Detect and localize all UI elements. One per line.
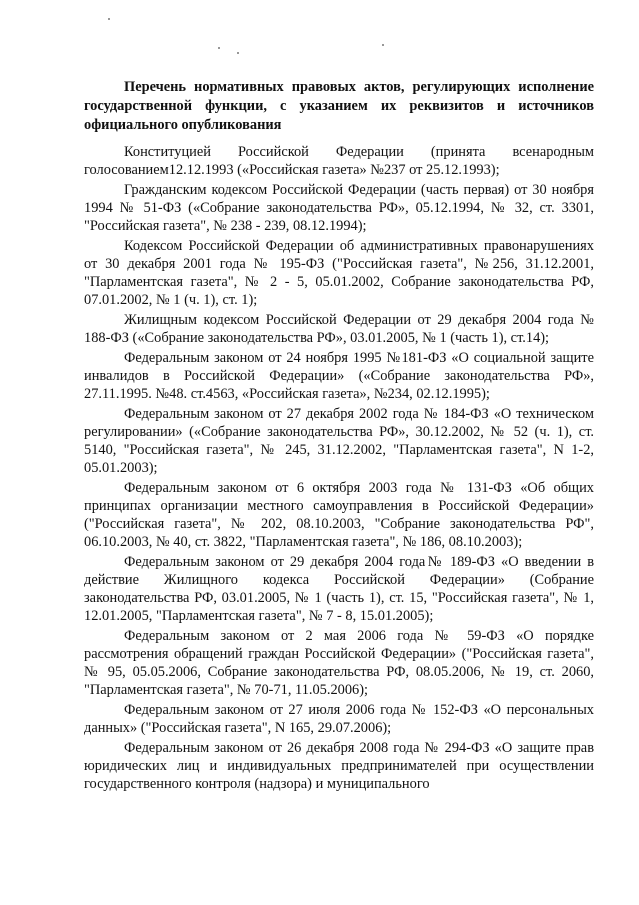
paragraph-law-152: Федеральным законом от 27 июля 2006 года № 152-ФЗ «О персональных данных» ("Российская газета", N 165, 29.07.2006); (84, 702, 594, 736)
paragraph-law-184: Федеральным законом от 27 декабря 2002 года № 184-ФЗ «О техническом регулировании» («Собрание законодательства РФ», 30.12.2002, № 52 (ч. 1), ст. 5140, "Российская газета", № 245, 31.12.2002, "Парламентская газета", N 1-2, 05.01.2003); (84, 406, 594, 476)
paragraph-law-181: Федеральным законом от 24 ноября 1995 №181-ФЗ «О социальной защите инвалидов в Российской Федерации» («Собрание законодательства РФ», 27.11.1995. №48. ст.4563, «Российская газета», №234, 02.12.1995); (84, 350, 594, 402)
paragraph-civil-code: Гражданским кодексом Российской Федерации (часть первая) от 30 ноября 1994 № 51-ФЗ («Собрание законодательства РФ», 05.12.1994, № 32, ст. 3301, "Российская газета", № 238 - 239, 08.12.1994); (84, 182, 594, 234)
scan-speck (382, 44, 384, 46)
paragraph-law-59: Федеральным законом от 2 мая 2006 года № 59-ФЗ «О порядке рассмотрения обращений граждан Российской Федерации» ("Российская газета", № 95, 05.05.2006, Собрание законодательства РФ, 08.05.2006, № 19, ст. 2060, "Парламентская газета", № 70-71, 11.05.2006); (84, 628, 594, 698)
scan-speck (108, 18, 110, 20)
scan-speck (237, 52, 239, 54)
paragraph-constitution: Конституцией Российской Федерации (принята всенародным голосованием12.12.1993 («Российская газета» №237 от 25.12.1993); (84, 144, 594, 178)
paragraph-law-294: Федеральным законом от 26 декабря 2008 года № 294-ФЗ «О защите прав юридических лиц и индивидуальных предпринимателей при осуществлении государственного контроля (надзора) и муниципального (84, 740, 594, 792)
paragraph-law-189: Федеральным законом от 29 декабря 2004 года№ 189-ФЗ «О введении в действие Жилищного кодекса Российской Федерации» (Собрание законодательства РФ, 03.01.2005, № 1 (часть 1), ст. 15, "Российская газета", № 1, 12.01.2005, "Парламентская газета", № 7 - 8, 15.01.2005); (84, 554, 594, 624)
document-heading: Перечень нормативных правовых актов, регулирующих исполнение государственной функции, с указанием их реквизитов и источников официального опубликования (84, 79, 594, 133)
document-body (84, 143, 594, 795)
paragraph-law-131: Федеральным законом от 6 октября 2003 года № 131-ФЗ «Об общих принципах организации местного самоуправления в Российской Федерации» ("Российская газета", № 202, 08.10.2003, "Собрание законодательства РФ", 06.10.2003, № 40, ст. 3822, "Парламентская газета", № 186, 08.10.2003); (84, 480, 594, 550)
paragraph-housing-code: Жилищным кодексом Российской Федерации от 29 декабря 2004 года № 188-ФЗ («Собрание законодательства РФ», 03.01.2005, № 1 (часть 1), ст.14); (84, 312, 594, 346)
scan-speck (218, 47, 220, 49)
paragraph-admin-code: Кодексом Российской Федерации об административных правонарушениях от 30 декабря 2001 года № 195-ФЗ ("Российская газета", №256, 31.12.2001, "Парламентская газета", № 2 - 5, 05.01.2002, Собрание законодательства РФ, 07.01.2002, № 1 (ч. 1), ст. 1); (84, 238, 594, 308)
